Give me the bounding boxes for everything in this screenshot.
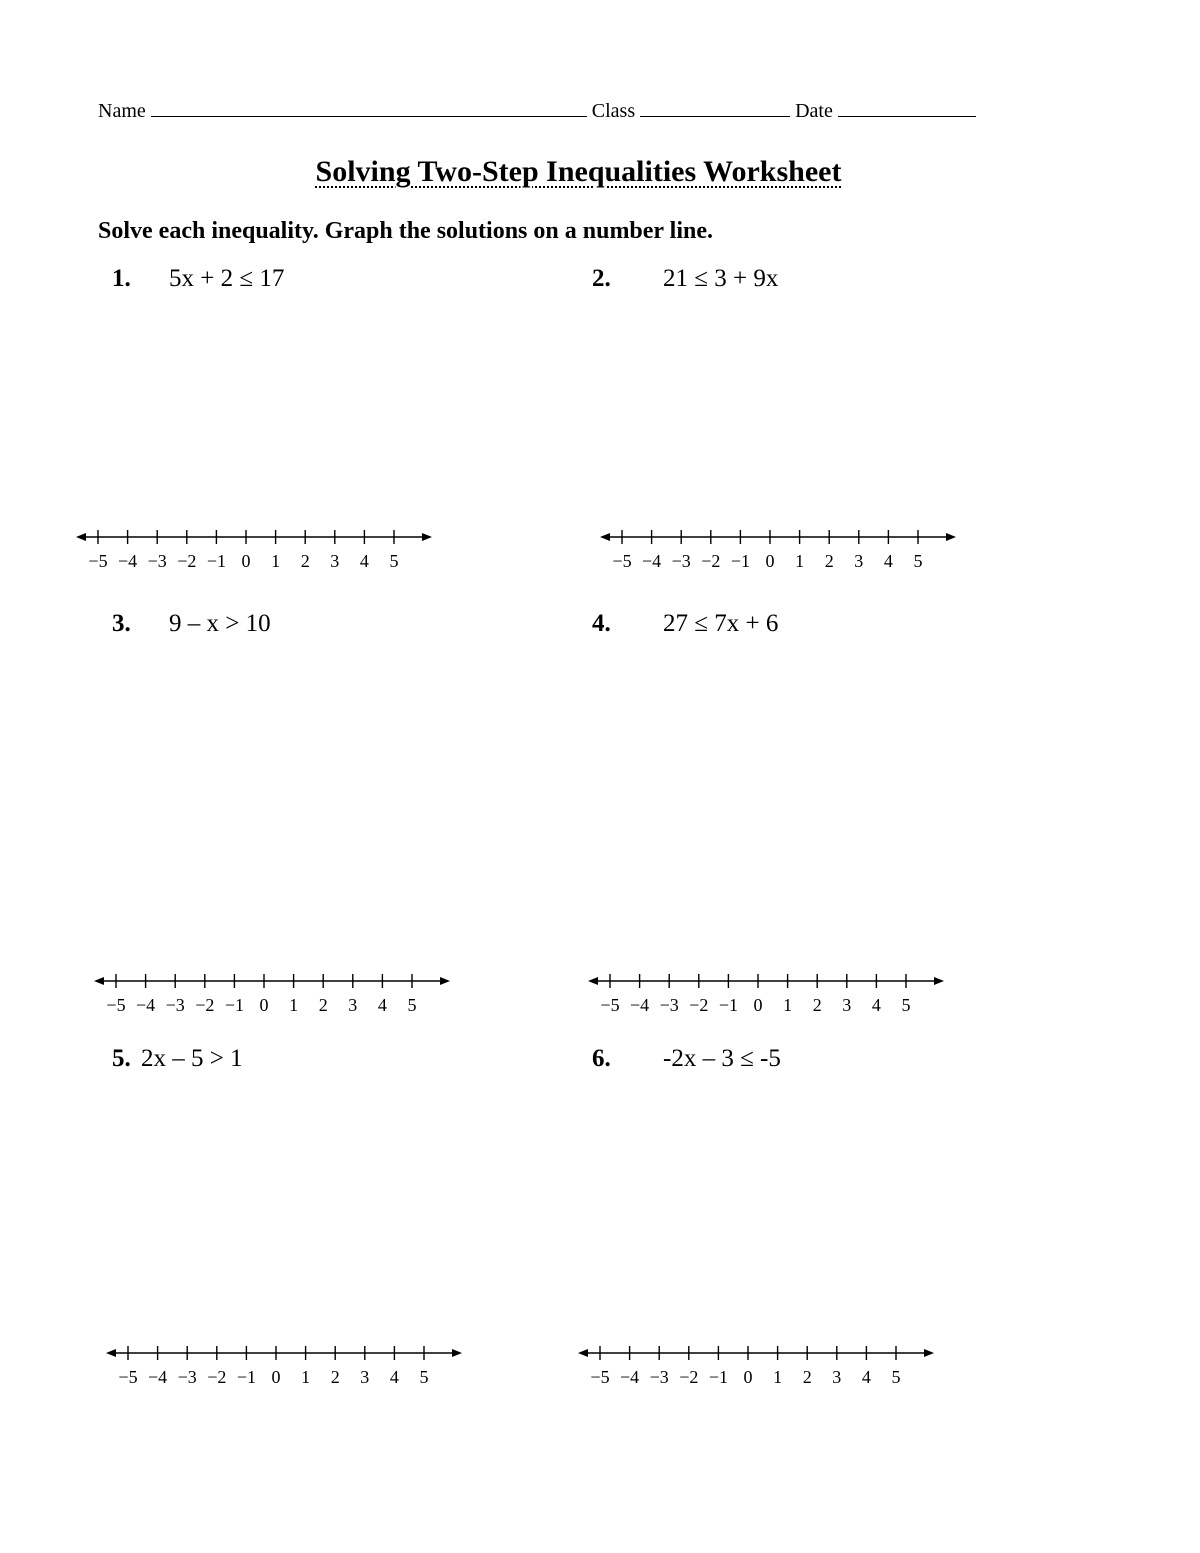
tick-label: −2 bbox=[195, 995, 215, 1015]
tick-label: 5 bbox=[389, 551, 399, 571]
problem-4 bbox=[592, 610, 778, 638]
right-arrow-icon bbox=[452, 1349, 462, 1357]
tick-label: −1 bbox=[236, 1367, 256, 1387]
problem-5 bbox=[112, 1045, 243, 1073]
tick-label: −4 bbox=[148, 1367, 168, 1387]
tick-label: 2 bbox=[824, 551, 834, 571]
tick-label: −4 bbox=[630, 995, 650, 1015]
problem-number: 4. bbox=[592, 610, 611, 637]
tick-label: −2 bbox=[679, 1367, 699, 1387]
tick-label: 0 bbox=[753, 995, 763, 1015]
number-line-svg bbox=[586, 966, 946, 1014]
problem-6 bbox=[592, 1045, 781, 1073]
number-line-svg bbox=[598, 522, 958, 570]
tick-label: 4 bbox=[883, 551, 893, 571]
number-line-svg bbox=[576, 1338, 936, 1386]
tick-label: −2 bbox=[207, 1367, 227, 1387]
number-line-4[interactable] bbox=[586, 966, 946, 1014]
tick-label: 4 bbox=[389, 1367, 399, 1387]
tick-label: −5 bbox=[106, 995, 126, 1015]
tick-label: 4 bbox=[377, 995, 387, 1015]
tick-label: 3 bbox=[854, 551, 864, 571]
tick-label: 5 bbox=[913, 551, 923, 571]
tick-label: −5 bbox=[88, 551, 108, 571]
worksheet-title: Solving Two-Step Inequalities Worksheet bbox=[315, 155, 842, 188]
tick-label: 1 bbox=[783, 995, 793, 1015]
tick-label: 2 bbox=[330, 1367, 340, 1387]
tick-label: 3 bbox=[330, 551, 340, 571]
tick-label: −4 bbox=[620, 1367, 640, 1387]
problem-expression: 21 ≤ 3 + 9x bbox=[663, 265, 779, 292]
number-line-1[interactable] bbox=[74, 522, 434, 570]
right-arrow-icon bbox=[946, 533, 956, 541]
tick-label: 3 bbox=[842, 995, 852, 1015]
number-line-svg bbox=[74, 522, 434, 570]
tick-label: −5 bbox=[118, 1367, 138, 1387]
tick-label: −1 bbox=[730, 551, 750, 571]
left-arrow-icon bbox=[94, 977, 104, 985]
student-info-line bbox=[98, 100, 976, 123]
left-arrow-icon bbox=[76, 533, 86, 541]
tick-label: 2 bbox=[300, 551, 310, 571]
tick-label: −2 bbox=[177, 551, 197, 571]
name-label: Name bbox=[98, 100, 146, 122]
tick-label: 2 bbox=[802, 1367, 812, 1387]
left-arrow-icon bbox=[106, 1349, 116, 1357]
number-line-svg bbox=[92, 966, 452, 1014]
number-line-2[interactable] bbox=[598, 522, 958, 570]
tick-label: −1 bbox=[708, 1367, 728, 1387]
left-arrow-icon bbox=[588, 977, 598, 985]
tick-label: 1 bbox=[271, 551, 281, 571]
left-arrow-icon bbox=[578, 1349, 588, 1357]
tick-label: −5 bbox=[600, 995, 620, 1015]
tick-label: 1 bbox=[301, 1367, 311, 1387]
problem-number: 6. bbox=[592, 1045, 611, 1072]
right-arrow-icon bbox=[440, 977, 450, 985]
tick-label: −2 bbox=[701, 551, 721, 571]
tick-label: −1 bbox=[224, 995, 244, 1015]
tick-label: −3 bbox=[147, 551, 167, 571]
tick-label: −1 bbox=[718, 995, 738, 1015]
tick-label: 4 bbox=[359, 551, 369, 571]
tick-label: 0 bbox=[259, 995, 269, 1015]
tick-label: 0 bbox=[241, 551, 251, 571]
name-field[interactable] bbox=[151, 100, 587, 117]
tick-label: 1 bbox=[773, 1367, 783, 1387]
instructions: Solve each inequality. Graph the solutions on a number line. bbox=[98, 218, 713, 244]
date-field[interactable] bbox=[838, 100, 976, 117]
tick-label: −3 bbox=[671, 551, 691, 571]
tick-label: 3 bbox=[360, 1367, 370, 1387]
problem-number: 2. bbox=[592, 265, 611, 292]
tick-label: −4 bbox=[118, 551, 138, 571]
date-label: Date bbox=[795, 100, 833, 122]
tick-label: 0 bbox=[743, 1367, 753, 1387]
problem-number: 3. bbox=[112, 610, 131, 637]
tick-label: 0 bbox=[271, 1367, 281, 1387]
tick-label: 2 bbox=[812, 995, 822, 1015]
problem-expression: 2x – 5 > 1 bbox=[141, 1045, 243, 1072]
tick-label: 3 bbox=[832, 1367, 842, 1387]
tick-label: −3 bbox=[649, 1367, 669, 1387]
right-arrow-icon bbox=[924, 1349, 934, 1357]
problem-expression: 9 – x > 10 bbox=[169, 610, 271, 637]
class-label: Class bbox=[591, 100, 636, 122]
tick-label: 1 bbox=[795, 551, 805, 571]
tick-label: 5 bbox=[891, 1367, 901, 1387]
right-arrow-icon bbox=[422, 533, 432, 541]
class-field[interactable] bbox=[640, 100, 790, 117]
problem-1 bbox=[112, 265, 284, 293]
tick-label: 5 bbox=[419, 1367, 429, 1387]
tick-label: −3 bbox=[177, 1367, 197, 1387]
number-line-svg bbox=[104, 1338, 464, 1386]
tick-label: 1 bbox=[289, 995, 299, 1015]
tick-label: 0 bbox=[765, 551, 775, 571]
problem-2 bbox=[592, 265, 778, 293]
tick-label: −3 bbox=[165, 995, 185, 1015]
tick-label: −5 bbox=[612, 551, 632, 571]
tick-label: −4 bbox=[642, 551, 662, 571]
problem-3 bbox=[112, 610, 271, 638]
tick-label: 3 bbox=[348, 995, 358, 1015]
tick-label: 4 bbox=[871, 995, 881, 1015]
right-arrow-icon bbox=[934, 977, 944, 985]
tick-label: 4 bbox=[861, 1367, 871, 1387]
tick-label: −3 bbox=[659, 995, 679, 1015]
problem-expression: 5x + 2 ≤ 17 bbox=[169, 265, 285, 292]
tick-label: −5 bbox=[590, 1367, 610, 1387]
left-arrow-icon bbox=[600, 533, 610, 541]
number-line-5[interactable] bbox=[104, 1338, 464, 1386]
problem-number: 1. bbox=[112, 265, 131, 292]
problem-expression: 27 ≤ 7x + 6 bbox=[663, 610, 779, 637]
tick-label: 5 bbox=[901, 995, 911, 1015]
number-line-6[interactable] bbox=[576, 1338, 936, 1386]
tick-label: −2 bbox=[689, 995, 709, 1015]
tick-label: 5 bbox=[407, 995, 417, 1015]
number-line-3[interactable] bbox=[92, 966, 452, 1014]
tick-label: −4 bbox=[136, 995, 156, 1015]
tick-label: 2 bbox=[318, 995, 328, 1015]
tick-label: −1 bbox=[206, 551, 226, 571]
problem-expression: -2x – 3 ≤ -5 bbox=[663, 1045, 781, 1072]
problem-number: 5. bbox=[112, 1045, 131, 1072]
